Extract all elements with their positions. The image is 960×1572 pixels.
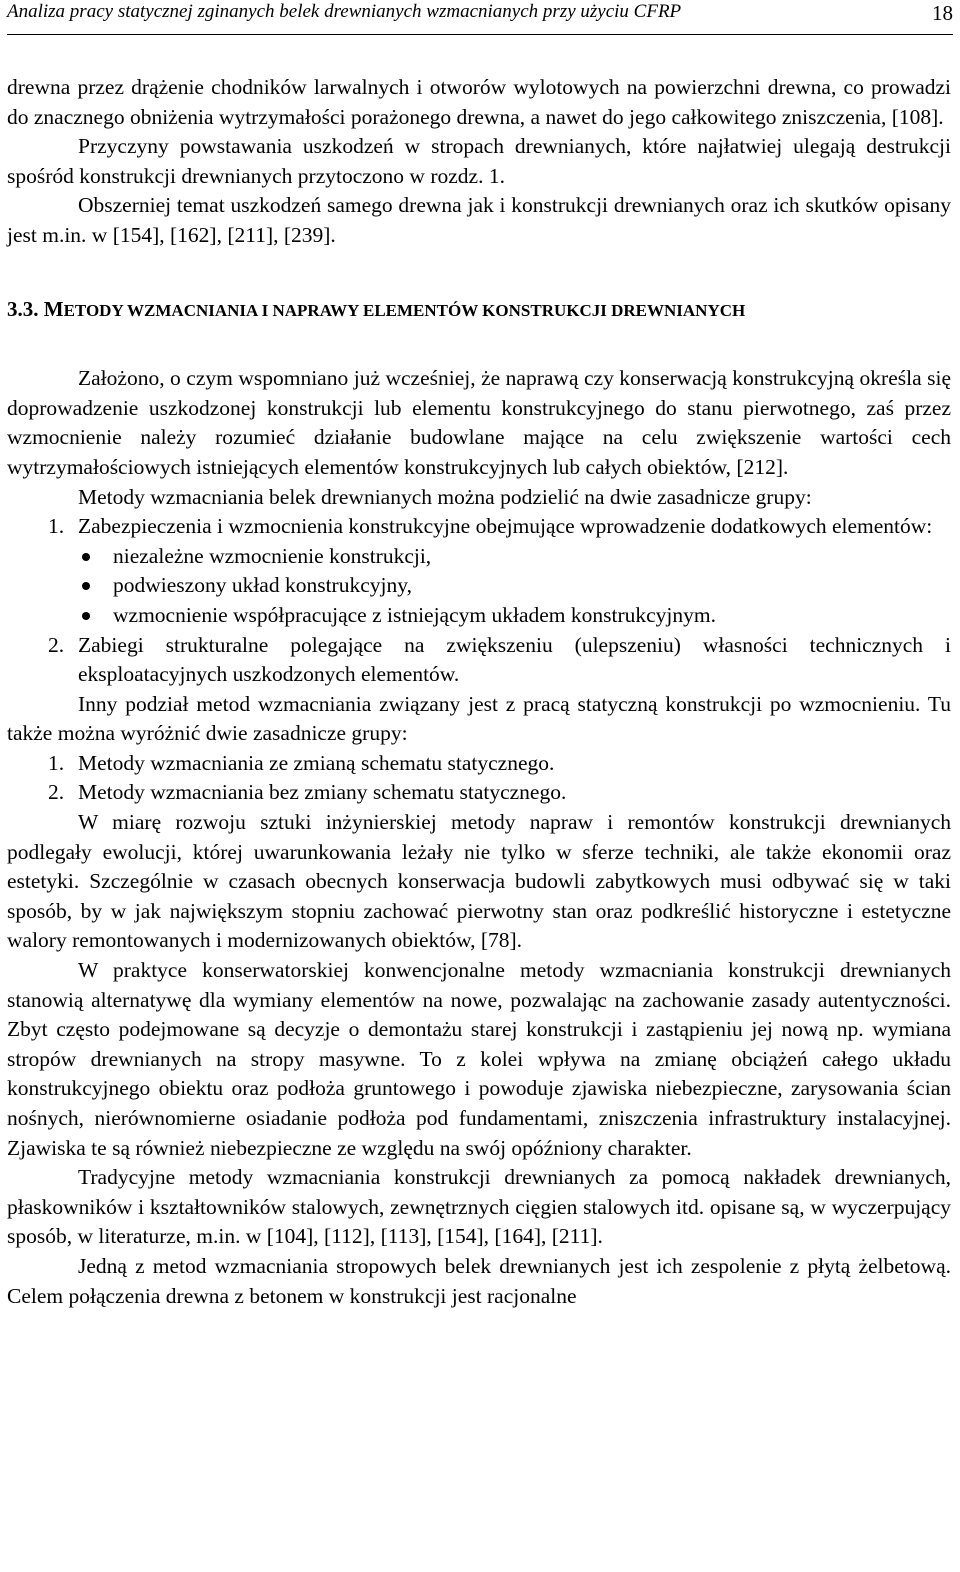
bullet-text: niezależne wzmocnienie konstrukcji,: [113, 543, 432, 568]
bullet-item: [7, 601, 951, 631]
paragraph: Inny podział metod wzmacniania związany jest z pracą statyczną konstrukcji po wzmocnieniu. Tu także można wyróżnić dwie zasadnicze grupy:: [7, 691, 951, 746]
paragraph: Obszerniej temat uszkodzeń samego drewna jak i konstrukcji drewnianych oraz ich skutków opisany jest m.in. w [154], [162], [211], [239].: [7, 193, 951, 247]
running-header: [7, 0, 953, 35]
bullet-icon: [82, 612, 90, 620]
list-number: 2.: [48, 632, 65, 657]
list-number: 1.: [48, 514, 65, 539]
list-number: 2.: [48, 780, 65, 805]
paragraph: Założono, o czym wspomniano już wcześniej, że naprawą czy konserwacją konstrukcyjną określa się doprowadzenie uszkodzonej konstrukcji lub elementu konstrukcyjnego do stanu pierwotnego, zaś przez wzmocnienie należy rozumieć działanie budowlane mające na celu zwiększenie wartości cech wytrzymałościowych istniejących elementów konstrukcyjnych lub całych obiektów, [212].: [7, 366, 951, 479]
paragraph: W praktyce konserwatorskiej konwencjonalne metody wzmacniania konstrukcji drewnianych stanowią alternatywę dla wymiany elementów na nowe, pozwalając na zachowanie zasady autentyczności. Zbyt często podejmowane są decyzje o demontażu starej konstrukcji i zastąpieniu jej nową np. wymiana stropów drewnianych na stropy masywne. To z kolei wpływa na zmianę obciążeń całego układu konstrukcyjnego obiektu oraz podłoża gruntowego i powoduje zjawiska niebezpieczne, zarysowania ścian nośnych, nierównomierne osiadanie podłoża pod fundamentami, zniszczenia infrastruktury instalacyjnej. Zjawiska te są również niebezpieczne ze względu na swój opóźniony charakter.: [7, 958, 951, 1160]
list-number: 1.: [48, 750, 65, 775]
bullet-icon: [82, 553, 90, 561]
bullet-text: podwieszony układ konstrukcyjny,: [113, 573, 412, 598]
bullet-list: [7, 542, 951, 631]
body-text: [7, 73, 951, 1311]
section-title-rest: ETODY WZMACNIANIA I NAPRAWY ELEMENTÓW KONSTRUKCJI DREWNIANYCH: [63, 300, 746, 320]
list-item-text: Metody wzmacniania ze zmianą schematu statycznego.: [78, 750, 555, 775]
bullet-item: [7, 542, 951, 572]
list-item-text: Zabezpieczenia i wzmocnienia konstrukcyjne obejmujące wprowadzenie dodatkowych elementów:: [78, 514, 933, 539]
bullet-item: [7, 571, 951, 601]
page-number: 18: [932, 1, 953, 25]
paragraph: drewna przez drążenie chodników larwalnych i otworów wylotowych na powierzchni drewna, co prowadzi do znacznego obniżenia wytrzymałości porażonego drewna, a nawet do jego całkowitego zniszczenia, [108].: [7, 75, 951, 129]
paragraph: Przyczyny powstawania uszkodzeń w stropach drewnianych, które najłatwiej ulegają destrukcji spośród konstrukcji drewnianych przytoczono w rozdz. 1.: [7, 134, 951, 188]
list-item: [7, 749, 951, 779]
bullet-text: wzmocnienie współpracujące z istniejącym układem konstrukcyjnym.: [113, 602, 717, 627]
list-item: [7, 512, 951, 630]
list-item: [7, 631, 951, 690]
numbered-list: [7, 512, 951, 690]
header-title: Analiza pracy statycznej zginanych belek drewnianych wzmacnianych przy użyciu CFRP: [7, 1, 682, 22]
bullet-icon: [82, 582, 90, 590]
paragraph: Metody wzmacniania belek drewnianych można podzielić na dwie zasadnicze grupy:: [78, 484, 812, 509]
list-item-text: Zabiegi strukturalne polegające na zwiększeniu (ulepszeniu) własności technicznych i eksploatacyjnych uszkodzonych elementów.: [78, 632, 951, 687]
list-item: [7, 778, 951, 808]
paragraph: Jedną z metod wzmacniania stropowych belek drewnianych jest ich zespolenie z płytą żelbetową. Celem połączenia drewna z betonem w konstrukcji jest racjonalne: [7, 1253, 951, 1308]
list-item-text: Metody wzmacniania bez zmiany schematu statycznego.: [78, 780, 567, 805]
section-number: 3.3.: [7, 296, 39, 321]
section-title-initial: M: [43, 296, 64, 321]
paragraph: W miarę rozwoju sztuki inżynierskiej metody napraw i remontów konstrukcji drewnianych podlegały ewolucji, której uwarunkowania leżały nie tylko w sferze techniki, ale także ekonomii oraz estetyki. Szczególnie w czasach obecnych konserwacja budowli zabytkowych musi odbywać się w taki sposób, by w jak największym stopniu zachować pierwotny stan oraz podkreślić historyczne i estetyczne walory remontowanych i modernizowanych obiektów, [78].: [7, 810, 951, 953]
section-heading: [7, 295, 951, 326]
numbered-list: [7, 749, 951, 808]
paragraph: Tradycyjne metody wzmacniania konstrukcji drewnianych za pomocą nakładek drewnianych, płaskowników i kształtowników stalowych, zewnętrznych cięgien stalowych itd. opisane są, w wyczerpujący sposób, w literaturze, m.in. w [104], [112], [113], [154], [164], [211].: [7, 1165, 951, 1249]
